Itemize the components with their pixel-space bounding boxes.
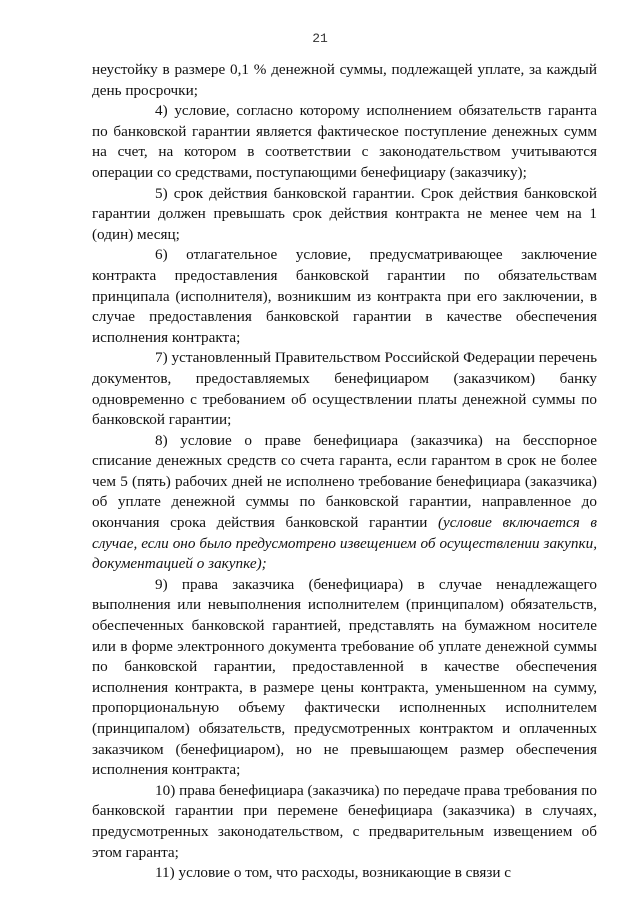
page-number: 21 [312, 31, 328, 46]
paragraph-penalty-continuation: неустойку в размере 0,1 % денежной суммы, подлежащей уплате, за каждый день просрочки; [92, 61, 597, 99]
paragraph-item-11: 11) условие о том, что расходы, возникающие в связи с [155, 864, 512, 882]
paragraph-item-6: 6) отлагательное условие, предусматривающее заключение контракта предоставления банковской гарантии по обязательствам принципала (исполнителя), возникшим из контракта при его заключении, в случае предоставления банковской гарантии в качестве обеспечения исполнения контракта; [92, 246, 597, 346]
paragraph-item-8-text: 8) условие о праве бенефициара (заказчика) на бесспорное списание денежных средств со счета гаранта, если гарантом в срок не более чем 5 (пять) рабочих дней не исполнено требование бенефициара (заказчика) об уплате денежной суммы по банковской гарантии, направленное до окончания срока действия банковской гарантии [92, 431, 597, 532]
paragraph-item-7: 7) установленный Правительством Российской Федерации перечень документов, предоставляемых бенефициаром (заказчиком) банку одновременно с требованием об осуществлении платы денежной суммы по банковской гарантии; [92, 349, 597, 429]
document-body [92, 60, 597, 884]
paragraph-item-9: 9) права заказчика (бенефициара) в случае ненадлежащего выполнения или невыполнения исполнителем (принципалом) обязательств, обеспеченных банковской гарантией, представлять на бумажном носителе или в форме электронного документа требование об уплате денежной суммы по банковской гарантии, предоставленной в качестве обеспечения исполнения контракта, в размере цены контракта, уменьшенном на сумму, пропорциональную объему фактически исполненных исполнителем (принципалом) обязательств, предусмотренных контрактом и оплаченных заказчиком (бенефициаром), но не превышающем размер обеспечения исполнения контракта; [92, 575, 597, 779]
paragraph-item-8-italic-note: (условие включается в случае, если оно было предусмотрено извещением об осуществлении закупки, документацией о закупке); [92, 514, 597, 573]
paragraph-item-5: 5) срок действия банковской гарантии. Срок действия банковской гарантии должен превышать срок действия контракта не менее чем на 1 (один) месяц; [92, 184, 597, 243]
paragraph-item-4: 4) условие, согласно которому исполнением обязательств гаранта по банковской гарантии является фактическое поступление денежных сумм на счет, на котором в соответствии с законодательством учитываются операции со средствами, поступающими бенефициару (заказчику); [92, 102, 597, 181]
paragraph-item-10: 10) права бенефициара (заказчика) по передаче права требования по банковской гарантии при перемене бенефициара (заказчика) в случаях, предусмотренных законодательством, с предварительным извещением об этом гаранта; [92, 781, 597, 861]
paragraph-item-8 [92, 431, 597, 575]
